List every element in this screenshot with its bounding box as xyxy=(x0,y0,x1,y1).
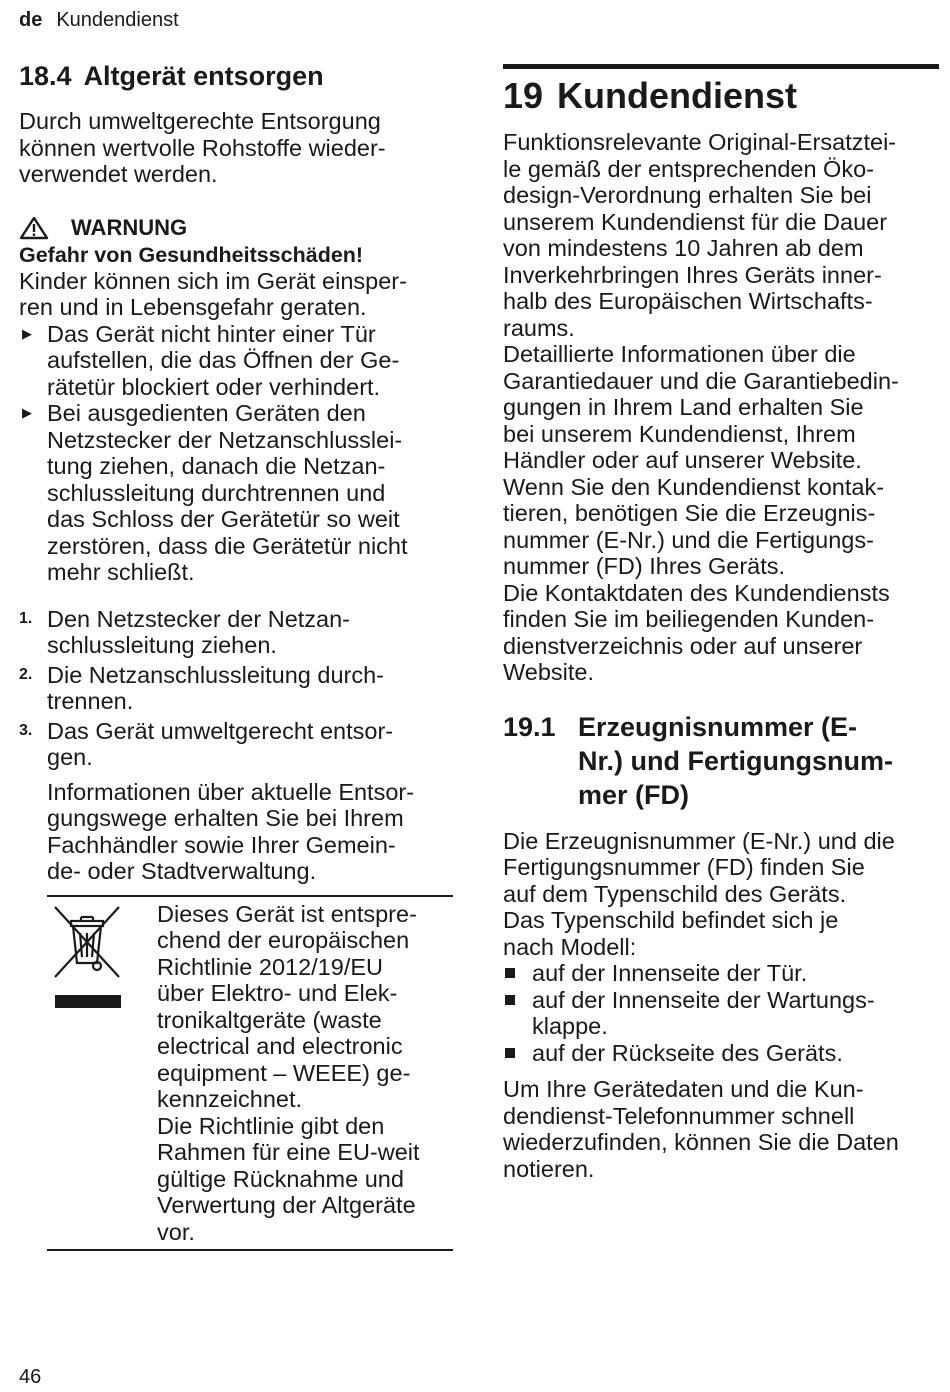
text-line: verwendet werden. xyxy=(19,161,218,187)
text-line: Garantiedauer und die Garantiebedin- xyxy=(503,367,899,394)
warning-label: WARNUNG xyxy=(71,214,188,240)
weee-bin-icon xyxy=(47,901,157,1246)
text-line: Kinder können sich im Gerät einsper- xyxy=(19,267,407,294)
text-line: tung ziehen, danach die Netzan- xyxy=(47,453,386,479)
text-line: Netzstecker der Netzanschlusslei- xyxy=(47,426,403,453)
section-title: Altgerät entsorgen xyxy=(83,61,324,91)
steps-list xyxy=(19,606,459,771)
text-line: Informationen über aktuelle Entsor- xyxy=(47,778,415,805)
text-line: Um Ihre Gerätedaten und die Kun- xyxy=(503,1076,864,1102)
text-line: Die Kontaktdaten des Kundendiensts xyxy=(503,579,890,606)
warning-bullet xyxy=(19,400,459,586)
section-number: 18.4 xyxy=(19,61,72,91)
header-section: Kundendienst xyxy=(56,9,179,31)
text-line: schlussleitung durchtrennen und xyxy=(47,479,386,506)
text-line: Detaillierte Informationen über die xyxy=(503,341,856,367)
warranty-paragraph xyxy=(503,341,939,474)
text-line: Die Erzeugnisnummer (E-Nr.) und die xyxy=(503,827,895,854)
right-column xyxy=(503,64,939,1182)
square-bullet-icon xyxy=(503,1040,532,1067)
heading-line: Nr.) und Fertigungsnum- xyxy=(578,745,893,776)
text-line: Richtlinie 2012/19/EU xyxy=(157,953,383,980)
text-line: vor. xyxy=(157,1218,195,1245)
warning-title xyxy=(19,214,459,242)
text-line: gen. xyxy=(47,744,93,770)
text-line: le gemäß der entsprechenden Öko- xyxy=(503,155,874,182)
text-line: nummer (FD) Ihres Geräts. xyxy=(503,553,786,579)
page-number: 46 xyxy=(19,1366,42,1388)
text-line: trennen. xyxy=(47,688,134,714)
intro-paragraph xyxy=(19,108,459,188)
text-line: Website. xyxy=(503,659,594,685)
text-line: chend der europäischen xyxy=(157,927,410,953)
contact-data-paragraph xyxy=(503,580,939,686)
text-line: Händler oder auf unserer Website. xyxy=(503,447,862,473)
arrow-bullet-icon: ▶ xyxy=(22,325,32,341)
text-line: Wenn Sie den Kundendienst kontak- xyxy=(503,473,885,500)
text-line: aufstellen, die das Öffnen der Ge- xyxy=(47,347,400,373)
text-line: gültige Rücknahme und xyxy=(157,1165,404,1192)
text-line: Das Typenschild befindet sich je xyxy=(503,907,839,933)
text-line: schlussleitung ziehen. xyxy=(47,632,277,658)
disposal-info xyxy=(19,779,459,885)
text-line: Funktionsrelevante Original-Ersatztei- xyxy=(503,129,897,155)
text-line: tronikaltgeräte (waste xyxy=(157,1006,382,1033)
text-line: gungen in Ihrem Land erhalten Sie xyxy=(503,394,864,420)
text-line: Verwertung der Altgeräte xyxy=(157,1192,416,1218)
list-item xyxy=(503,1040,939,1067)
text-line: wiederzufinden, können Sie die Daten xyxy=(503,1129,899,1155)
square-bullet-icon xyxy=(503,960,532,987)
text-line: tieren, benötigen Sie die Erzeugnis- xyxy=(503,500,876,526)
text-line: de- oder Stadtverwaltung. xyxy=(47,858,317,884)
text-line: Den Netzstecker der Netzan- xyxy=(47,605,351,632)
text-line: Die Richtlinie gibt den xyxy=(157,1112,385,1139)
text-line: ren und in Lebensgefahr geraten. xyxy=(19,294,367,320)
type-plate-location-paragraph xyxy=(503,907,939,960)
text-line: halb des Europäischen Wirtschafts- xyxy=(503,288,873,314)
text-line: unserem Kundendienst für die Dauer xyxy=(503,208,888,235)
warning-block xyxy=(19,214,459,586)
text-line: Fertigungsnummer (FD) finden Sie xyxy=(503,854,865,880)
contact-paragraph xyxy=(503,474,939,580)
heading-rule xyxy=(503,64,939,69)
step-item xyxy=(19,606,459,659)
location-list xyxy=(503,960,939,1066)
text-line: Bei ausgedienten Geräten den xyxy=(47,400,366,426)
text-line: Dieses Gerät ist entspre- xyxy=(157,900,417,927)
text-line: Das Gerät nicht hinter einer Tür xyxy=(47,320,376,347)
text-line: Fachhändler sowie Ihrer Gemein- xyxy=(47,831,396,858)
text-line: Die Netzanschlussleitung durch- xyxy=(47,661,384,688)
text-line: über Elektro- und Elek- xyxy=(157,980,398,1006)
text-line: Inverkehrbringen Ihres Geräts inner- xyxy=(503,261,882,288)
text-line: das Schloss der Gerätetür so weit xyxy=(47,506,400,532)
step-number: 3. xyxy=(19,721,33,739)
text-line: auf der Innenseite der Wartungs- xyxy=(532,986,875,1013)
text-line: bei unserem Kundendienst, Ihrem xyxy=(503,420,856,447)
text-line: nummer (E-Nr.) und die Fertigungs- xyxy=(503,526,874,553)
text-line: dendienst-Telefonnummer schnell xyxy=(503,1102,855,1129)
step-number: 1. xyxy=(19,609,33,627)
language-code: de xyxy=(19,9,43,31)
section-heading-18-4 xyxy=(19,58,459,94)
text-line: auf der Rückseite des Geräts. xyxy=(532,1039,843,1066)
step-item xyxy=(19,718,459,771)
left-column xyxy=(19,58,459,1251)
text-line: equipment – WEEE) ge- xyxy=(157,1059,411,1086)
chapter-title: Kundendienst xyxy=(557,75,798,116)
chapter-number: 19 xyxy=(503,75,544,116)
running-header xyxy=(19,9,179,32)
text-line: Das Gerät umweltgerecht entsor- xyxy=(47,717,394,744)
warning-triangle-icon xyxy=(19,216,49,240)
text-line: zerstören, dass die Gerätetür nicht xyxy=(47,532,408,559)
text-line: von mindestens 10 Jahren ab dem xyxy=(503,235,864,261)
text-line: rätetür blockiert oder verhindert. xyxy=(47,373,381,400)
square-bullet-icon xyxy=(503,987,532,1040)
text-line: klappe. xyxy=(532,1013,608,1039)
text-line: Rahmen für eine EU-weit xyxy=(157,1139,420,1165)
text-line: dienstverzeichnis oder auf unserer xyxy=(503,632,863,659)
arrow-bullet-icon: ▶ xyxy=(22,405,32,420)
text-line: electrical and electronic xyxy=(157,1033,403,1059)
text-line: design-Verordnung erhalten Sie bei xyxy=(503,182,872,208)
notes-paragraph xyxy=(503,1076,939,1182)
heading-line: mer (FD) xyxy=(578,779,690,810)
section-heading-19-1 xyxy=(503,710,939,812)
list-item xyxy=(503,987,939,1040)
text-line: Durch umweltgerechte Entsorgung xyxy=(19,108,381,134)
text-line: notieren. xyxy=(503,1155,595,1182)
warning-subtitle: Gefahr von Gesundheitsschäden! xyxy=(19,242,364,267)
text-line: auf der Innenseite der Tür. xyxy=(532,960,808,986)
type-plate-paragraph xyxy=(503,828,939,908)
spare-parts-paragraph xyxy=(503,129,939,341)
text-line: raums. xyxy=(503,314,575,341)
heading-line: Erzeugnisnummer (E- xyxy=(578,711,858,742)
weee-notice xyxy=(47,895,453,1252)
step-number: 2. xyxy=(19,665,33,683)
list-item xyxy=(503,960,939,987)
text-line: finden Sie im beiliegenden Kunden- xyxy=(503,606,875,632)
step-item xyxy=(19,662,459,715)
text-line: auf dem Typenschild des Geräts. xyxy=(503,880,847,907)
chapter-heading-19 xyxy=(503,73,939,119)
text-line: nach Modell: xyxy=(503,933,637,960)
warning-bullet xyxy=(19,321,459,401)
text-line: mehr schließt. xyxy=(47,559,195,585)
text-line: kennzeichnet. xyxy=(157,1086,303,1112)
section-number: 19.1 xyxy=(503,711,556,742)
text-line: gungswege erhalten Sie bei Ihrem xyxy=(47,805,404,831)
text-line: können wertvolle Rohstoffe wieder- xyxy=(19,134,386,161)
